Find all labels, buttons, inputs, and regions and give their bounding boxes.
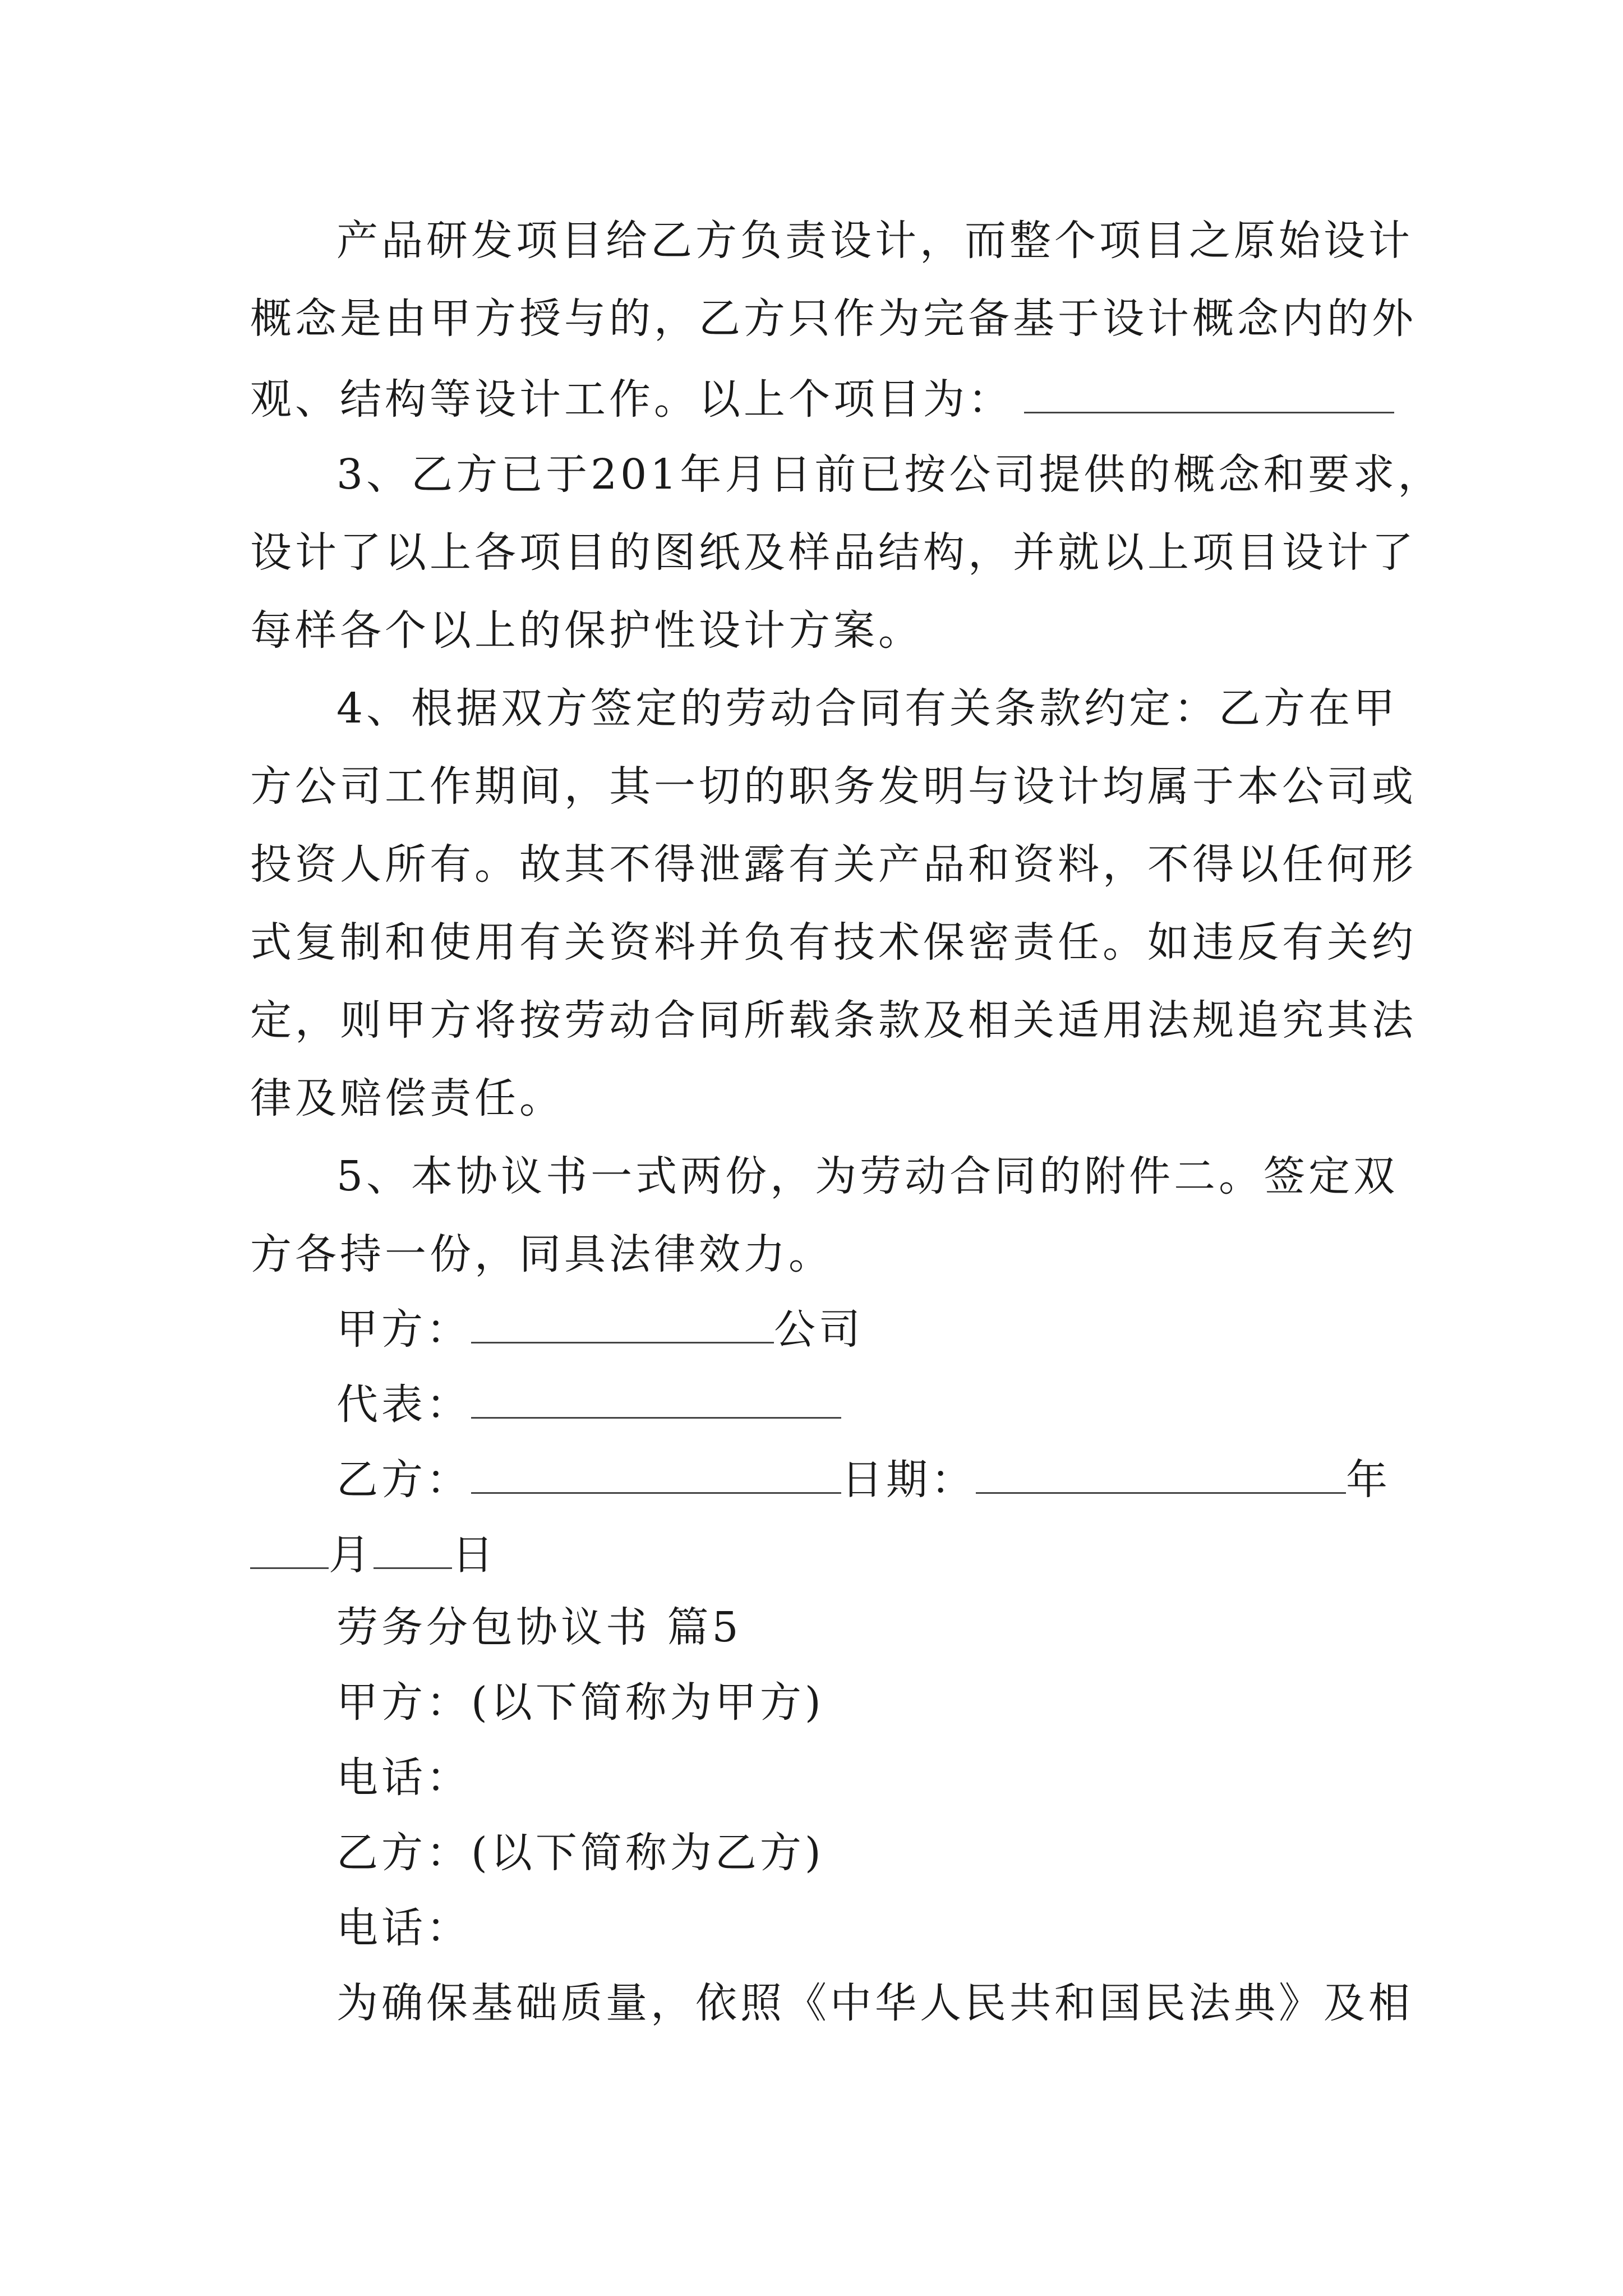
- paragraph-line: 方各持一份，同具法律效力。: [250, 1230, 833, 1278]
- paragraph-line: 5、本协议书一式两份，为劳动合同的附件二。签定双: [336, 1152, 1399, 1200]
- party-a-line: 甲方：(以下简称为甲方): [336, 1678, 824, 1727]
- signature-representative: 代表：: [336, 1381, 841, 1425]
- representative-blank: [471, 1381, 841, 1419]
- party-b-blank: [471, 1456, 841, 1494]
- date-day-blank: [374, 1531, 452, 1569]
- paragraph-line: 式复制和使用有关资料并负有技术保密责任。如违反有关约: [250, 918, 1417, 967]
- phone-b-line: 电话：: [336, 1904, 471, 1952]
- paragraph-line: 产品研发项目给乙方负责设计，而整个项目之原始设计: [336, 217, 1413, 265]
- paragraph-line: 律及赔偿责任。: [250, 1074, 564, 1122]
- paragraph-line: [250, 375, 1394, 424]
- signature-party-b: 乙方： 日期： 年: [336, 1456, 1391, 1504]
- project-label: 观、结构等设计工作。以上个项目为：: [250, 375, 1013, 424]
- paragraph-line: 定，则甲方将按劳动合同所载条款及相关适用法规追究其法: [250, 996, 1417, 1045]
- section-heading: 劳务分包协议书 篇5: [336, 1603, 742, 1651]
- paragraph-line: 4、根据双方签定的劳动合同有关条款约定：乙方在甲: [336, 684, 1399, 733]
- signature-date-cont: 月 日: [250, 1531, 497, 1576]
- signature-party-a: 甲方： 公司: [336, 1305, 864, 1354]
- paragraph-line: 3、乙方已于201年月日前已按公司提供的概念和要求，: [336, 450, 1443, 499]
- paragraph-line: 投资人所有。故其不得泄露有关产品和资料，不得以任何形: [250, 840, 1417, 889]
- phone-a-line: 电话：: [336, 1754, 471, 1802]
- paragraph-line: 概念是由甲方授与的，乙方只作为完备基于设计概念内的外: [250, 295, 1417, 343]
- date-year-blank: [976, 1456, 1346, 1494]
- paragraph-line: 方公司工作期间，其一切的职务发明与设计均属于本公司或: [250, 762, 1417, 811]
- date-month-blank: [250, 1531, 329, 1569]
- intro-line: 为确保基础质量，依照《中华人民共和国民法典》及相: [336, 1979, 1413, 2027]
- party-a-blank: [471, 1306, 774, 1343]
- project-blank: [1024, 376, 1394, 413]
- paragraph-line: 每样各个以上的保护性设计方案。: [250, 606, 923, 655]
- paragraph-line: 设计了以上各项目的图纸及样品结构，并就以上项目设计了: [250, 528, 1417, 577]
- party-b-line: 乙方：(以下简称为乙方): [336, 1829, 824, 1877]
